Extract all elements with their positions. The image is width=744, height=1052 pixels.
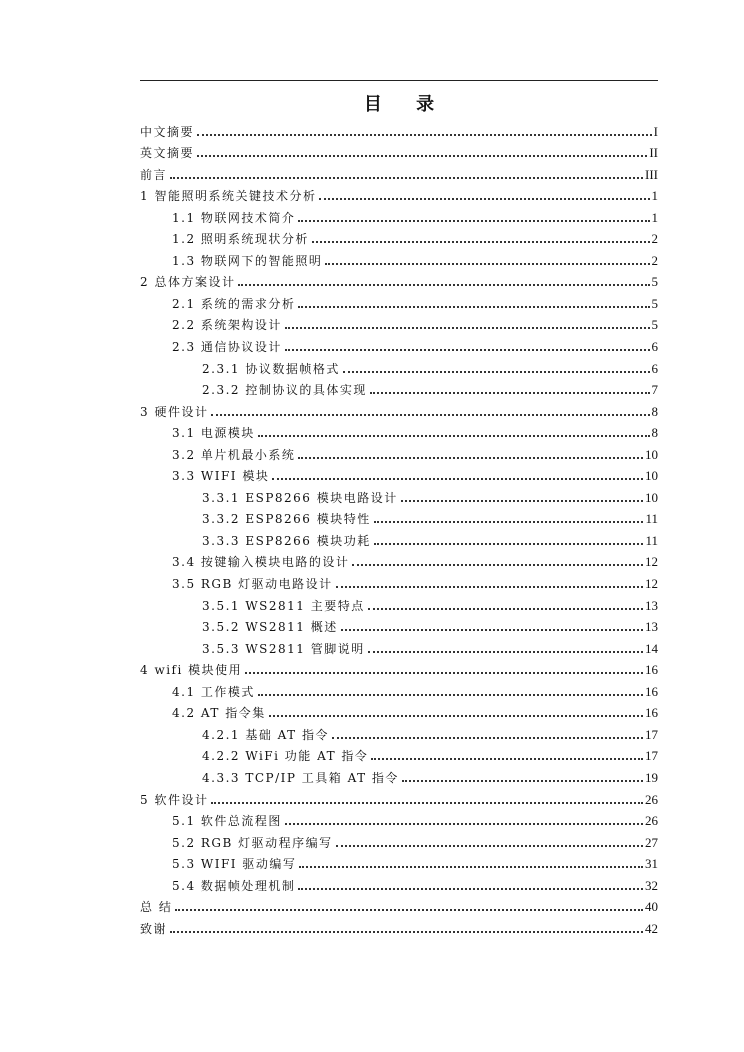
- toc-leader-dots: [258, 694, 643, 696]
- toc-entry-page-number: 13: [645, 597, 658, 613]
- toc-entry-page-number: III: [645, 166, 658, 182]
- toc-entry-label: 3.4 按键输入模块电路的设计: [172, 555, 350, 570]
- page-title: 目 录: [363, 94, 449, 115]
- toc-entry-label: 英文摘要: [140, 146, 195, 161]
- toc-entry-page-number: 7: [651, 382, 658, 398]
- toc-leader-dots: [343, 371, 650, 373]
- toc-entry-label: 3.5.2 WS2811 概述: [202, 620, 338, 635]
- toc-entry[interactable]: [140, 527, 658, 549]
- toc-entry-page-number: 6: [651, 339, 658, 355]
- toc-leader-dots: [371, 758, 643, 760]
- toc-entry[interactable]: [140, 377, 658, 399]
- toc-entry[interactable]: [140, 657, 658, 679]
- toc-entry[interactable]: [140, 420, 658, 442]
- toc-entry-label: 1.3 物联网下的智能照明: [172, 253, 323, 268]
- toc-leader-dots: [401, 500, 643, 502]
- toc-entry-page-number: 32: [645, 877, 658, 893]
- toc-leader-dots: [298, 220, 649, 222]
- toc-entry[interactable]: [140, 743, 658, 765]
- toc-entry-page-number: 8: [651, 425, 658, 441]
- toc-entry-page-number: 16: [645, 683, 658, 699]
- toc-leader-dots: [298, 306, 649, 308]
- toc-leader-dots: [299, 866, 643, 868]
- toc-entry[interactable]: [140, 851, 658, 873]
- toc-entry-label: 3.5.1 WS2811 主要特点: [202, 598, 365, 613]
- toc-entry-page-number: 6: [651, 360, 658, 376]
- toc-entry-label: 1.1 物联网技术简介: [172, 210, 296, 225]
- toc-entry-label: 3.1 电源模块: [172, 426, 255, 441]
- toc-entry[interactable]: [140, 786, 658, 808]
- toc-entry-page-number: 10: [645, 446, 658, 462]
- toc-entry-label: 5.2 RGB 灯驱动程序编写: [172, 835, 333, 850]
- toc-entry-label: 4.1 工作模式: [172, 684, 255, 699]
- toc-entry[interactable]: [140, 333, 658, 355]
- toc-leader-dots: [298, 457, 643, 459]
- toc-entry[interactable]: [140, 269, 658, 291]
- toc-leader-dots: [272, 478, 643, 480]
- toc-entry[interactable]: [140, 226, 658, 248]
- toc-entry-page-number: 5: [651, 274, 658, 290]
- toc-entry[interactable]: [140, 463, 658, 485]
- toc-entry-page-number: 17: [645, 726, 658, 742]
- toc-leader-dots: [170, 177, 643, 179]
- toc-entry-page-number: 10: [645, 468, 658, 484]
- toc-entry-page-number: 2: [651, 252, 658, 268]
- toc-entry[interactable]: [140, 161, 658, 183]
- toc-leader-dots: [336, 845, 643, 847]
- toc-entry[interactable]: [140, 721, 658, 743]
- toc-entry-page-number: 1: [651, 188, 658, 204]
- toc-leader-dots: [341, 629, 643, 631]
- toc-leader-dots: [368, 608, 643, 610]
- toc-entry-page-number: I: [653, 123, 658, 139]
- toc-leader-dots: [368, 651, 643, 653]
- toc-entry-label: 5.3 WIFI 驱动编写: [172, 857, 297, 872]
- toc-entry-label: 3.3.1 ESP8266 模块电路设计: [202, 490, 398, 505]
- toc-entry[interactable]: [140, 829, 658, 851]
- toc-entry[interactable]: [140, 204, 658, 226]
- toc-entry[interactable]: [140, 484, 658, 506]
- toc-entry[interactable]: [140, 915, 658, 937]
- toc-entry-page-number: 27: [645, 834, 658, 850]
- toc-entry-label: 4.2.1 基础 AT 指令: [202, 727, 329, 742]
- toc-entry-label: 2.1 系统的需求分析: [172, 296, 296, 311]
- toc-entry-label: 2.3 通信协议设计: [172, 340, 282, 355]
- toc-leader-dots: [269, 715, 643, 717]
- toc-entry-label: 1.2 照明系统现状分析: [172, 232, 309, 247]
- toc-entry-label: 3.5.3 WS2811 管脚说明: [202, 641, 365, 656]
- toc-leader-dots: [211, 802, 643, 804]
- toc-entry[interactable]: [140, 700, 658, 722]
- toc-entry[interactable]: [140, 247, 658, 269]
- toc-entry[interactable]: [140, 118, 658, 140]
- toc-leader-dots: [374, 521, 644, 523]
- toc-entry-page-number: II: [649, 145, 658, 161]
- toc-leader-dots: [298, 888, 643, 890]
- toc-entry[interactable]: [140, 678, 658, 700]
- toc-entry[interactable]: [140, 635, 658, 657]
- toc-entry-label: 3.3.2 ESP8266 模块特性: [202, 512, 371, 527]
- toc-entry-page-number: 26: [645, 791, 658, 807]
- toc-entry-label: 3.2 单片机最小系统: [172, 447, 296, 462]
- toc-entry-page-number: 10: [645, 489, 658, 505]
- toc-entry-label: 3 硬件设计: [140, 404, 209, 419]
- toc-leader-dots: [352, 564, 643, 566]
- toc-entry-page-number: 11: [645, 532, 658, 548]
- table-of-contents: [140, 118, 658, 937]
- toc-entry-page-number: 26: [645, 813, 658, 829]
- toc-entry-label: 5 软件设计: [140, 792, 209, 807]
- toc-entry-page-number: 1: [651, 209, 658, 225]
- toc-entry-label: 总 结: [140, 900, 173, 915]
- toc-entry[interactable]: [140, 570, 658, 592]
- toc-entry-page-number: 2: [651, 231, 658, 247]
- toc-entry[interactable]: [140, 183, 658, 205]
- toc-leader-dots: [197, 155, 647, 157]
- toc-entry-label: 4.2.2 WiFi 功能 AT 指令: [202, 749, 369, 764]
- toc-entry-label: 中文摘要: [140, 124, 195, 139]
- toc-entry-page-number: 5: [651, 295, 658, 311]
- toc-leader-dots: [258, 435, 650, 437]
- toc-leader-dots: [245, 672, 643, 674]
- toc-entry-page-number: 12: [645, 576, 658, 592]
- toc-entry-page-number: 11: [645, 511, 658, 527]
- toc-entry[interactable]: [140, 872, 658, 894]
- toc-entry-label: 2 总体方案设计: [140, 275, 236, 290]
- header-rule: [140, 80, 658, 81]
- toc-entry-page-number: 16: [645, 662, 658, 678]
- toc-leader-dots: [332, 737, 643, 739]
- toc-entry-page-number: 8: [651, 403, 658, 419]
- toc-leader-dots: [175, 909, 643, 911]
- toc-entry-page-number: 14: [645, 640, 658, 656]
- toc-entry[interactable]: [140, 312, 658, 334]
- toc-leader-dots: [312, 241, 650, 243]
- toc-entry-label: 2.2 系统架构设计: [172, 318, 282, 333]
- toc-entry-page-number: 12: [645, 554, 658, 570]
- toc-leader-dots: [211, 414, 649, 416]
- toc-leader-dots: [238, 284, 649, 286]
- toc-leader-dots: [285, 327, 650, 329]
- toc-leader-dots: [370, 392, 650, 394]
- toc-entry[interactable]: [140, 506, 658, 528]
- toc-leader-dots: [374, 543, 644, 545]
- toc-entry[interactable]: [140, 764, 658, 786]
- toc-entry-page-number: 19: [645, 769, 658, 785]
- toc-leader-dots: [336, 586, 643, 588]
- toc-entry-label: 3.5 RGB 灯驱动电路设计: [172, 577, 333, 592]
- toc-entry-page-number: 16: [645, 705, 658, 721]
- toc-entry-label: 5.4 数据帧处理机制: [172, 878, 296, 893]
- toc-entry[interactable]: [140, 549, 658, 571]
- toc-entry[interactable]: [140, 614, 658, 636]
- toc-entry-label: 2.3.1 协议数据帧格式: [202, 361, 340, 376]
- toc-entry[interactable]: [140, 140, 658, 162]
- toc-entry-label: 3.3.3 ESP8266 模块功耗: [202, 533, 371, 548]
- toc-leader-dots: [170, 931, 643, 933]
- toc-entry[interactable]: [140, 398, 658, 420]
- toc-entry-page-number: 5: [651, 317, 658, 333]
- toc-entry-label: 1 智能照明系统关键技术分析: [140, 189, 317, 204]
- toc-leader-dots: [285, 823, 643, 825]
- toc-leader-dots: [319, 198, 649, 200]
- toc-entry-label: 致谢: [140, 921, 168, 936]
- toc-entry-label: 2.3.2 控制协议的具体实现: [202, 383, 367, 398]
- toc-entry-page-number: 17: [645, 748, 658, 764]
- toc-entry[interactable]: [140, 355, 658, 377]
- toc-entry[interactable]: [140, 894, 658, 916]
- toc-entry-label: 前言: [140, 167, 168, 182]
- toc-entry-page-number: 13: [645, 619, 658, 635]
- toc-leader-dots: [285, 349, 650, 351]
- toc-entry-page-number: 40: [645, 899, 658, 915]
- toc-entry-label: 4.2 AT 指令集: [172, 706, 266, 721]
- toc-leader-dots: [197, 134, 652, 136]
- toc-leader-dots: [402, 780, 643, 782]
- toc-entry-page-number: 31: [645, 856, 658, 872]
- toc-leader-dots: [325, 263, 649, 265]
- toc-entry-label: 4.3.3 TCP/IP 工具箱 AT 指令: [202, 770, 399, 785]
- toc-entry-label: 5.1 软件总流程图: [172, 814, 282, 829]
- toc-entry[interactable]: [140, 441, 658, 463]
- toc-entry[interactable]: [140, 808, 658, 830]
- toc-entry[interactable]: [140, 290, 658, 312]
- toc-entry[interactable]: [140, 592, 658, 614]
- toc-entry-label: 4 wifi 模块使用: [140, 663, 243, 678]
- toc-entry-page-number: 42: [645, 920, 658, 936]
- toc-entry-label: 3.3 WIFI 模块: [172, 469, 270, 484]
